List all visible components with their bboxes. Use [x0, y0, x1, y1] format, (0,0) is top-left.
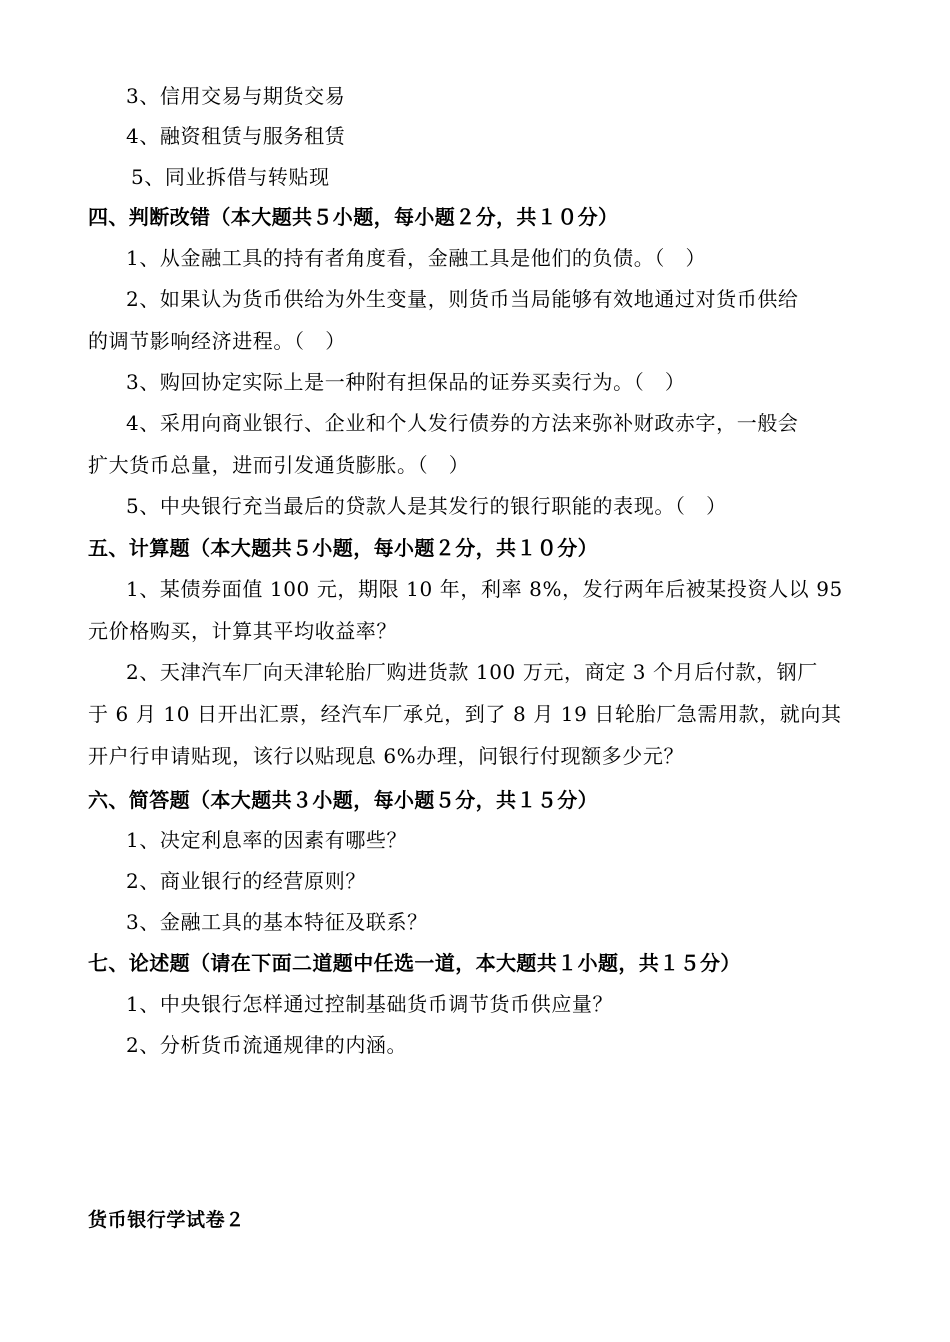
question-item-continuation: 的调节影响经济进程。（ ） [88, 329, 346, 353]
question-item: 3、购回协定实际上是一种附有担保品的证券买卖行为。（ ） [126, 370, 686, 394]
question-item: 1、某债券面值 100 元，期限 10 年，利率 8%，发行两年后被某投资人以 95 [126, 577, 843, 601]
question-item: 1、决定利息率的因素有哪些？ [126, 828, 408, 852]
list-item: 3、信用交易与期货交易 [126, 84, 346, 108]
question-item-continuation: 于 6 月 10 日开出汇票，经汽车厂承兑，到了 8 月 19 日轮胎厂急需用款，就向其 [88, 702, 842, 726]
question-item-continuation: 扩大货币总量，进而引发通货膨胀。（ ） [88, 453, 470, 477]
question-item: 2、分析货币流通规律的内涵。 [126, 1033, 408, 1057]
question-item-continuation: 开户行申请贴现，该行以贴现息 6%办理，问银行付现额多少元？ [88, 744, 685, 768]
question-item: 2、商业银行的经营原则？ [126, 869, 366, 893]
question-item: 3、金融工具的基本特征及联系？ [126, 910, 428, 934]
question-item: 2、如果认为货币供给为外生变量，则货币当局能够有效地通过对货币供给 [126, 287, 799, 311]
question-item: 4、采用向商业银行、企业和个人发行债券的方法来弥补财政赤字，一般会 [126, 411, 799, 435]
question-item: 1、中央银行怎样通过控制基础货币调节货币供应量？ [126, 992, 614, 1016]
question-item: 1、从金融工具的持有者角度看，金融工具是他们的负债。（ ） [126, 246, 707, 270]
section-heading-judgement: 四、判断改错（本大题共５小题，每小题２分，共１０分） [88, 205, 619, 229]
list-item: 4、融资租赁与服务租赁 [126, 124, 346, 148]
section-heading-short-answer: 六、简答题（本大题共３小题，每小题５分，共１５分） [88, 788, 598, 812]
question-item: 5、中央银行充当最后的贷款人是其发行的银行职能的表现。（ ） [126, 494, 727, 518]
section-heading-calculation: 五、计算题（本大题共５小题，每小题２分，共１０分） [88, 536, 598, 560]
question-item-continuation: 元价格购买，计算其平均收益率？ [88, 619, 397, 643]
list-item: 5、同业拆借与转贴现 [131, 165, 330, 189]
section-heading-essay: 七、论述题（请在下面二道题中任选一道，本大题共１小题，共１５分） [88, 951, 741, 975]
next-paper-title: 货币银行学试卷２ [88, 1209, 245, 1231]
question-item: 2、天津汽车厂向天津轮胎厂购进货款 100 万元，商定 3 个月后付款，钢厂 [126, 660, 818, 684]
